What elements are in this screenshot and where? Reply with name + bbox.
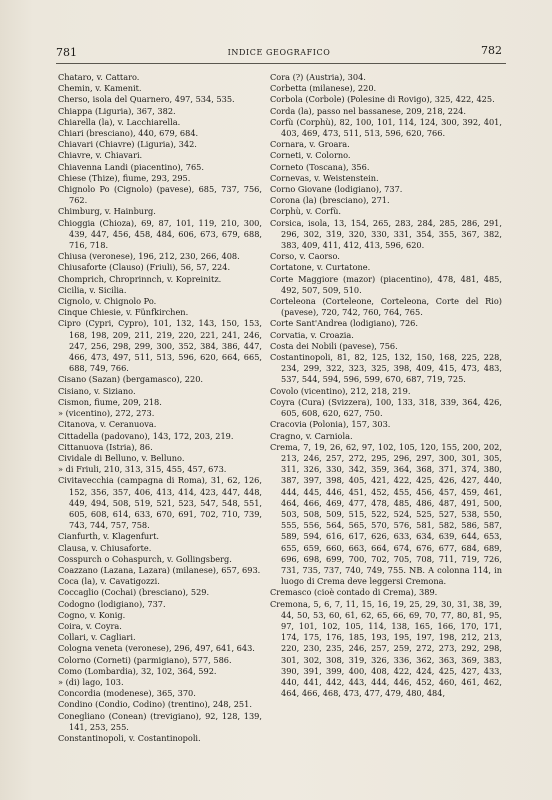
index-entry: Chignolo Po (Cignolo) (pavese), 685, 737, 756, 762. bbox=[58, 184, 262, 206]
index-entry: Chimburg, v. Hainburg. bbox=[58, 206, 156, 217]
index-entry: Corbola (Corbole) (Polesine di Rovigo), 325, 422, 425. bbox=[270, 94, 495, 105]
index-entry: Cracovia (Polonia), 157, 303. bbox=[270, 419, 391, 430]
index-entry: Cornara, v. Groara. bbox=[270, 139, 350, 150]
index-entry: Coira, v. Coyra. bbox=[58, 620, 122, 631]
index-entry: Cignolo, v. Chignolo Po. bbox=[58, 296, 157, 307]
index-entry: Chiappa (Liguria), 367, 382. bbox=[58, 105, 176, 116]
index-entry: Conegliano (Conean) (trevigiano), 92, 128, 139, 141, 253, 255. bbox=[58, 710, 262, 732]
index-entry: » di Friuli, 210, 313, 315, 455, 457, 673. bbox=[58, 464, 227, 475]
index-entry: Chiarella (la), v. Lacchiarella. bbox=[58, 116, 181, 127]
index-entry: Cosspurch o Cohaspurch, v. Gollingsberg. bbox=[58, 553, 232, 564]
index-entry: Corneti, v. Colorno. bbox=[270, 150, 351, 161]
index-entry: Clausa, v. Chiusaforte. bbox=[58, 542, 152, 553]
page-number-left: 781 bbox=[56, 46, 77, 59]
index-entry: Corvatia, v. Croazia. bbox=[270, 329, 354, 340]
index-entry: Cortatone, v. Curtatone. bbox=[270, 262, 371, 273]
index-entry: Corona (la) (bresciano), 271. bbox=[270, 195, 390, 206]
index-entry: Como (Lombardia), 32, 102, 364, 592. bbox=[58, 665, 217, 676]
index-entry: Chiese (Thize), fiume, 293, 295. bbox=[58, 172, 191, 183]
right-column bbox=[270, 72, 502, 699]
index-entry: » (vicentino), 272, 273. bbox=[58, 408, 155, 419]
page-number-right: 782 bbox=[481, 44, 502, 57]
index-entry: Cornevas, v. Weistenstein. bbox=[270, 172, 379, 183]
index-entry: Chiavenna Landi (piacentino), 765. bbox=[58, 161, 204, 172]
index-entry: Corfù (Corphù), 82, 100, 101, 114, 124, 300, 392, 401, 403, 469, 473, 511, 513, 596, 620, 766. bbox=[270, 116, 502, 139]
index-entry: Corso, v. Caorso. bbox=[270, 251, 340, 262]
index-entry: Cisiano, v. Siziano. bbox=[58, 385, 136, 396]
index-entry: Condino (Condio, Codino) (trentino), 248, 251. bbox=[58, 699, 252, 710]
index-entry: Citanova, v. Ceranuova. bbox=[58, 419, 157, 430]
index-entry: Coazzano (Lazana, Lazara) (milanese), 657, 693. bbox=[58, 564, 261, 575]
index-entry: Cittanuova (Istria), 86. bbox=[58, 441, 153, 452]
index-entry: Chiusa (veronese), 196, 212, 230, 266, 408. bbox=[58, 251, 240, 262]
index-entry: Cinque Chiesie, v. Fünfkirchen. bbox=[58, 307, 189, 318]
index-entry: Costa dei Nobili (pavese), 756. bbox=[270, 340, 398, 351]
index-entry: Cividale di Belluno, v. Belluno. bbox=[58, 452, 185, 463]
index-entry: Constantinopoli, v. Costantinopoli. bbox=[58, 732, 201, 743]
index-entry: Coca (la), v. Cavatigozzi. bbox=[58, 576, 160, 587]
index-entry: Cragno, v. Carniola. bbox=[270, 430, 353, 441]
index-entry: Colorno (Corneti) (parmigiano), 577, 586. bbox=[58, 654, 232, 665]
index-entry: Corneto (Toscana), 356. bbox=[270, 161, 370, 172]
running-header bbox=[56, 44, 502, 60]
index-entry: Corteleona (Corteleone, Corteleona, Corte del Rio) (pavese), 720, 742, 760, 764, 765. bbox=[270, 296, 502, 318]
index-entry: Corno Giovane (lodigiano), 737. bbox=[270, 184, 403, 195]
index-entry: Cora (?) (Austria), 304. bbox=[270, 72, 366, 82]
index-entry: Civitavecchia (campagna di Roma), 31, 62, 126, 152, 356, 357, 406, 413, 414, 423, 447, 448, 449, 494, 508, 519, 521, 523, 547, 548, 551, 605, 608, 614, 633, 670, 691, 702, 710, 739, 743, 744, 757, 758. bbox=[58, 475, 262, 531]
index-entry: Corte Sant'Andrea (lodigiano), 726. bbox=[270, 318, 418, 329]
index-entry: Concordia (modenese), 365, 370. bbox=[58, 688, 196, 699]
index-entry: Cherso, isola del Quarnero, 497, 534, 535. bbox=[58, 94, 235, 105]
index-entry: Cisano (Sazan) (bergamasco), 220. bbox=[58, 374, 204, 385]
index-entry: Chemin, v. Kamenit. bbox=[58, 83, 142, 94]
index-entry: Cipro (Cypri, Cypro), 101, 132, 143, 150, 153, 168, 198, 209, 211, 219, 220, 221, 241, 246, 247, 256, 298, 299, 300, 352, 384, 386, 447, 466, 473, 497, 511, 513, 596, 620, 664, 665, 688, 749, 766. bbox=[58, 318, 262, 374]
index-entry: Chomprich, Chroprinnch, v. Kopreinitz. bbox=[58, 273, 222, 284]
index-entry: Covolo (vicentino), 212, 218, 219. bbox=[270, 385, 411, 396]
index-entry: Chioggia (Chioza), 69, 87, 101, 119, 210, 300, 439, 447, 456, 458, 484, 606, 673, 679, 688, 716, 718. bbox=[58, 217, 262, 251]
index-entry: Cianfurth, v. Klagenfurt. bbox=[58, 531, 159, 542]
index-entry: Crema, 7, 19, 26, 62, 97, 102, 105, 120, 155, 200, 202, 213, 246, 257, 272, 295, 296, 297, 300, 301, 305, 311, 326, 330, 342, 359, 364, 368, 371, 374, 380, 387, 397, 398, 405, 421, 422, 425, 426, 427, 440, 444, 445, 446, 451, 452, 455, 456, 457, 459, 461, 464, 466, 469, 477, 478, 485, 486, 487, 491, 500, 503, 508, 509, 515, 522, 524, 525, 527, 538, 550, 555, 556, 564, 565, 570, 576, 581, 582, 586, 587, 589, 594, 616, 617, 626, 633, 634, 639, 644, 653, 655, 659, 660, 663, 664, 674, 676, 677, 684, 689, 696, 698, 699, 700, 702, 705, 708, 711, 719, 726, 731, 735, 737, 740, 749, 755. NB. A colonna 114, in luogo di Crema deve leggersi Cremona. bbox=[270, 441, 502, 587]
index-entry: Cologna veneta (veronese), 296, 497, 641, 643. bbox=[58, 643, 255, 654]
index-entry: Corsica, isola, 13, 154, 265, 283, 284, 285, 286, 291, 296, 302, 319, 320, 330, 331, 354, 355, 367, 382, 383, 409, 411, 412, 413, 596, 620. bbox=[270, 217, 502, 251]
index-entry: Corphù, v. Corfù. bbox=[270, 206, 341, 217]
index-entry: » (di) lago, 103. bbox=[58, 676, 124, 687]
index-entry: Chiusaforte (Clauso) (Friuli), 56, 57, 224. bbox=[58, 262, 231, 273]
index-entry: Codogno (lodigiano), 737. bbox=[58, 598, 166, 609]
index-entry: Collari, v. Cagliari. bbox=[58, 632, 136, 643]
index-entry: Cittadella (padovano), 143, 172, 203, 219. bbox=[58, 430, 234, 441]
left-column bbox=[58, 72, 262, 744]
index-entry: Cremasco (cioè contado di Crema), 389. bbox=[270, 587, 438, 598]
index-entry: Cogno, v. Konig. bbox=[58, 609, 126, 620]
index-entry: Coyra (Cura) (Svizzera), 100, 133, 318, 339, 364, 426, 605, 608, 620, 627, 750. bbox=[270, 396, 502, 419]
index-entry: Cicilia, v. Sicilia. bbox=[58, 284, 127, 295]
index-entry: Corbetta (milanese), 220. bbox=[270, 83, 377, 94]
index-entry: Corda (la), passo nel bassanese, 209, 218, 224. bbox=[270, 105, 466, 116]
index-entry: Corte Maggiore (mazor) (piacentino), 478, 481, 485, 492, 507, 509, 510. bbox=[270, 273, 502, 295]
index-entry: Costantinopoli, 81, 82, 125, 132, 150, 168, 225, 228, 234, 299, 322, 323, 325, 398, 409, 415, 473, 483, 537, 544, 594, 596, 599, 670, 687, 719, 725. bbox=[270, 352, 502, 385]
index-entry: Chataro, v. Cattaro. bbox=[58, 72, 140, 82]
header-rule bbox=[56, 63, 506, 64]
index-entry: Chiavari (Chiavre) (Liguria), 342. bbox=[58, 139, 197, 150]
index-entry: Coccaglio (Cochai) (bresciano), 529. bbox=[58, 587, 210, 598]
index-entry: Cremona, 5, 6, 7, 11, 15, 16, 19, 25, 29, 30, 31, 38, 39, 44, 50, 53, 60, 61, 62, 65, 66, 69, 70, 77, 80, 81, 95, 97, 101, 102, 105, 114, 138, 165, 166, 170, 171, 174, 175, 176, 185, 193, 195, 197, 198, 212, 213, 220, 230, 235, 246, 257, 259, 272, 273, 292, 298, 301, 302, 308, 319, 326, 336, 362, 363, 369, 383, 390, 391, 399, 400, 408, 422, 424, 425, 427, 433, 440, 441, 442, 443, 444, 446, 452, 460, 461, 462, 464, 466, 468, 473, 477, 479, 480, 484, bbox=[270, 598, 502, 699]
index-entry: Cismon, fiume, 209, 218. bbox=[58, 396, 162, 407]
index-entry: Chiari (bresciano), 440, 679, 684. bbox=[58, 128, 199, 139]
header-title: INDICE GEOGRAFICO bbox=[227, 48, 331, 57]
index-entry: Chiavre, v. Chiavari. bbox=[58, 150, 143, 161]
